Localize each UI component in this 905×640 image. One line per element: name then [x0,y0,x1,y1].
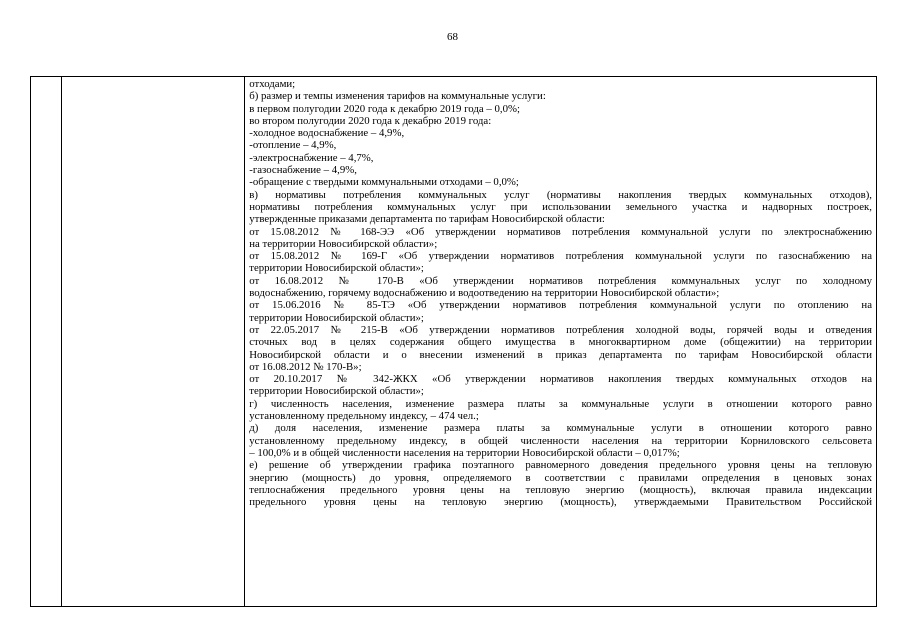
text-line: в первом полугодии 2020 года к декабрю 2019 года – 0,0%; [249,102,520,115]
text-line: от 15.08.2012 № 168-ЭЭ «Об утверждении нормативов потребления коммунальной услуги по электроснабжению [249,225,872,238]
text-line: Новосибирской области и о внесении изменений в приказ департамента по тарифам Новосибирской области [249,348,872,361]
text-line: -электроснабжение – 4,7%, [249,151,374,164]
text-line: территории Новосибирской области»; [249,385,424,398]
text-line: от 16.08.2012 № 170-В «Об утверждении нормативов потребления коммунальных услуг по холодному [249,274,872,287]
text-line: б) размер и темпы изменения тарифов на коммунальные услуги: [249,90,546,103]
content-cell [245,77,877,607]
text-line: от 15.08.2012 № 169-Г «Об утверждении нормативов потребления коммунальной услуги по газоснабжению на [249,250,872,263]
document-table [30,76,877,607]
text-line: водоснабжению, горячему водоснабжению и водоотведению на территории Новосибирской области»; [249,287,720,300]
text-line: -холодное водоснабжение – 4,9%, [249,127,405,140]
text-line: от 16.08.2012 № 170-В»; [249,360,362,373]
text-line: установленному предельному индексу, – 474 чел.; [249,410,479,423]
municipality-cell [62,77,245,607]
text-line: сточных вод в целях содержания общего имущества в многоквартирном доме (общежитии) на территории [249,336,872,349]
text-line: -обращение с твердыми коммунальными отходами – 0,0%; [249,176,519,189]
table-row [31,77,877,607]
text-line: д) доля населения, изменение размера платы за коммунальные услуги в отношении которого равно [249,422,872,435]
text-line: отходами; [249,78,296,90]
text-line: от 22.05.2017 № 215-В «Об утверждении нормативов потребления холодной воды, горячей воды и отведения [249,323,872,336]
text-line: предельного уровня цены на тепловую энергию (мощность), утверждаемыми Правительством Российской [249,496,872,509]
text-line: утвержденные приказами департамента по тарифам Новосибирской области: [249,213,605,226]
text-line: -отопление – 4,9%, [249,139,337,152]
text-line: в) нормативы потребления коммунальных услуг (нормативы накопления твердых коммунальных отходов), [249,188,872,201]
text-line: г) численность населения, изменение размера платы за коммунальные услуги в отношении которого равно [249,397,872,410]
text-line: от 15.06.2016 № 85-ТЭ «Об утверждении нормативов потребления коммунальной услуги по отоплению на [249,299,872,312]
text-line: на территории Новосибирской области»; [249,237,438,250]
text-line: территории Новосибирской области»; [249,311,424,324]
text-line: во втором полугодии 2020 года к декабрю 2019 года: [249,114,492,127]
text-line: территории Новосибирской области»; [249,262,424,275]
text-line: энергию (мощность) до уровня, определяемого в соответствии с правилами определения в ценовых зонах [249,471,872,484]
text-line: – 100,0% и в общей численности населения на территории Новосибирской области – 0,017%; [249,446,680,459]
text-line: нормативы потребления коммунальных услуг при использовании земельного участка и надворных построек, [249,200,872,213]
page-number: 68 [447,31,458,43]
text-line: теплоснабжения предельного уровня цены на тепловую энергию (мощность), включая правила индексации [249,483,872,496]
number-cell [31,77,62,607]
text-line: е) решение об утверждении графика поэтапного равномерного доведения предельного уровня цены на тепловую [249,459,872,472]
text-line: установленному предельному индексу, в общей численности населения на территории Корниловского сельсовета [249,434,872,447]
text-line: от 20.10.2017 № 342-ЖКХ «Об утверждении нормативов накопления твердых коммунальных отходов на [249,373,872,386]
content-text [249,78,872,508]
text-line: -газоснабжение – 4,9%, [249,164,357,177]
